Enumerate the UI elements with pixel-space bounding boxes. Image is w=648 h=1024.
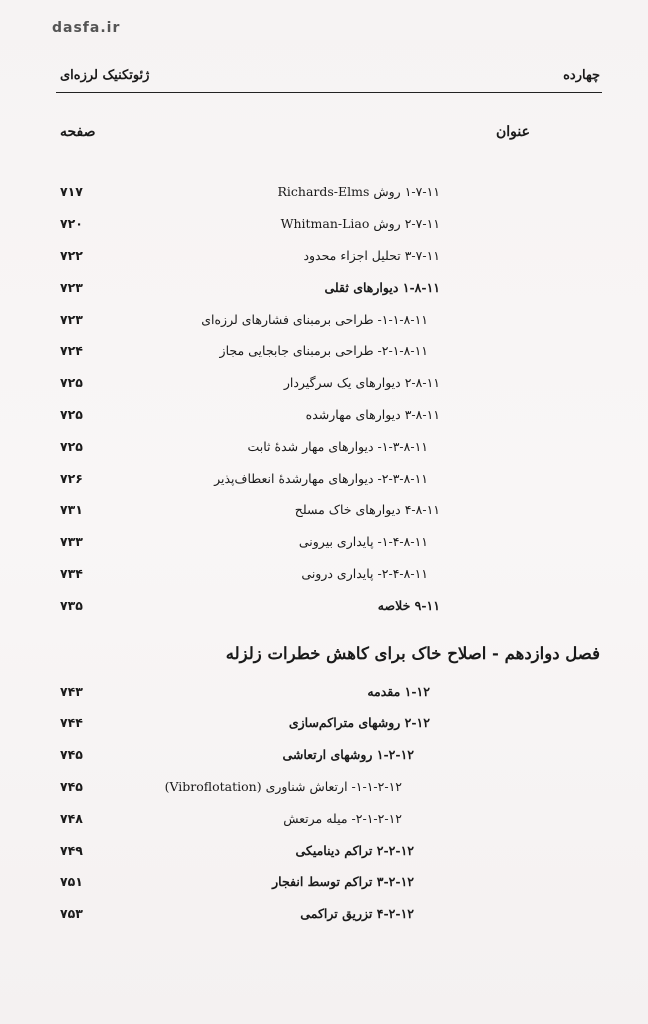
- site-watermark: dasfa.ir: [52, 20, 121, 36]
- header-rule: [56, 92, 602, 93]
- toc-entry-title: ۲-۸-۱۱ دیوارهای یک سرگیردار: [283, 375, 440, 391]
- toc-entry-title: ۱-۱-۸-۱۱- طراحی برمبنای فشارهای لرزه‌ای: [201, 311, 428, 327]
- toc-entry[interactable]: [60, 430, 600, 462]
- page-label: چهارده: [563, 67, 600, 83]
- toc-entry-page-number: ۷۴۵: [60, 747, 83, 763]
- toc-entry-title: ۲-۷-۱۱ روش Whitman-Liao: [280, 216, 440, 232]
- toc-entry-page-number: ۷۲۲: [60, 247, 83, 263]
- toc-entry-title: ۳-۸-۱۱ دیوارهای مهارشده: [305, 406, 440, 422]
- toc-entry-title: ۴-۸-۱۱ دیوارهای خاک مسلح: [294, 502, 440, 518]
- toc-entry[interactable]: [60, 771, 600, 803]
- toc-entry-page-number: ۷۲۰: [60, 216, 83, 232]
- toc-entry-page-number: ۷۱۷: [60, 184, 83, 200]
- column-heading-page: صفحه: [60, 124, 96, 140]
- toc-entry-page-number: ۷۲۴: [60, 343, 83, 359]
- toc-entry-title: ۱-۱-۲-۱۲- ارتعاش شناوری (Vibroflotation): [164, 778, 402, 794]
- table-of-contents: [60, 176, 600, 930]
- toc-entry-title: ۴-۲-۱۲ تزریق تراکمی: [300, 906, 414, 922]
- column-headings: [60, 118, 600, 146]
- toc-entry-page-number: ۷۴۳: [60, 683, 83, 699]
- toc-entry-page-number: ۷۲۵: [60, 438, 83, 454]
- toc-entry-page-number: ۷۴۸: [60, 810, 83, 826]
- toc-entry-page-number: ۷۴۹: [60, 842, 83, 858]
- toc-entry-page-number: ۷۴۴: [60, 715, 83, 731]
- toc-entry-title: ۲-۱-۸-۱۱- طراحی برمبنای جابجایی مجاز: [219, 343, 428, 359]
- toc-entry-page-number: ۷۲۳: [60, 311, 83, 327]
- toc-entry[interactable]: [60, 866, 600, 898]
- toc-entry-title: ۹-۱۱ خلاصه: [377, 597, 440, 613]
- toc-entry-page-number: ۷۲۵: [60, 375, 83, 391]
- toc-entry-page-number: ۷۴۵: [60, 778, 83, 794]
- toc-entry-title: ۲-۱-۲-۱۲- میله مرتعش: [283, 810, 402, 826]
- toc-entry-title: ۱-۴-۸-۱۱- پایداری بیرونی: [298, 534, 428, 550]
- toc-entry[interactable]: [60, 462, 600, 494]
- toc-entry-title: ۱-۸-۱۱ دیوارهای ثقلی: [324, 279, 440, 295]
- toc-entry[interactable]: [60, 271, 600, 303]
- toc-entry-page-number: ۷۳۴: [60, 565, 83, 581]
- toc-entry-page-number: ۷۵۱: [60, 874, 83, 890]
- toc-entry[interactable]: [60, 558, 600, 590]
- toc-entry-title: ۱-۱۲ مقدمه: [367, 683, 430, 699]
- toc-entry[interactable]: [60, 589, 600, 621]
- toc-entry[interactable]: [60, 176, 600, 208]
- toc-entry-title: ۳-۷-۱۱ تحلیل اجزاء محدود: [303, 247, 440, 263]
- toc-entry-title: ۳-۲-۱۲ تراکم توسط انفجار: [272, 874, 414, 890]
- toc-entry-title: فصل دوازدهم - اصلاح خاک برای کاهش خطرات زلزله: [225, 643, 600, 663]
- toc-entry-title: ۲-۲-۱۲ تراکم دینامیکی: [295, 842, 414, 858]
- toc-entry-title: ۲-۱۲ روشهای متراکم‌سازی: [288, 715, 430, 731]
- toc-entry[interactable]: [60, 675, 600, 707]
- toc-entry[interactable]: [60, 834, 600, 866]
- toc-entry-page-number: ۷۲۵: [60, 406, 83, 422]
- toc-entry-page-number: ۷۳۵: [60, 597, 83, 613]
- toc-entry[interactable]: [60, 399, 600, 431]
- toc-entry-page-number: ۷۲۳: [60, 279, 83, 295]
- toc-entry-page-number: ۷۳۱: [60, 502, 83, 518]
- toc-entry[interactable]: [60, 526, 600, 558]
- toc-entry[interactable]: [60, 208, 600, 240]
- toc-entry[interactable]: [60, 367, 600, 399]
- toc-entry[interactable]: [60, 494, 600, 526]
- toc-entry[interactable]: [60, 707, 600, 739]
- toc-entry[interactable]: [60, 898, 600, 930]
- toc-entry[interactable]: [60, 240, 600, 272]
- column-heading-title: عنوان: [496, 124, 530, 140]
- running-header: [60, 60, 600, 90]
- toc-entry-page-number: ۷۳۳: [60, 534, 83, 550]
- chapter-heading[interactable]: [60, 631, 600, 675]
- toc-entry-title: ۱-۳-۸-۱۱- دیوارهای مهار شدۀ ثابت: [247, 438, 428, 454]
- toc-entry-title: ۱-۲-۱۲ روشهای ارتعاشی: [282, 747, 414, 763]
- toc-entry[interactable]: [60, 335, 600, 367]
- toc-entry-title: ۱-۷-۱۱ روش Richards-Elms: [277, 184, 440, 200]
- book-title: ژئوتکنیک لرزه‌ای: [60, 67, 150, 83]
- toc-entry-page-number: ۷۲۶: [60, 470, 83, 486]
- toc-entry-page-number: ۷۵۳: [60, 906, 83, 922]
- toc-entry[interactable]: [60, 802, 600, 834]
- toc-entry-title: ۲-۳-۸-۱۱- دیوارهای مهارشدۀ انعطاف‌پذیر: [214, 470, 428, 486]
- toc-entry[interactable]: [60, 739, 600, 771]
- toc-entry[interactable]: [60, 303, 600, 335]
- toc-entry-title: ۲-۴-۸-۱۱- پایداری درونی: [301, 565, 428, 581]
